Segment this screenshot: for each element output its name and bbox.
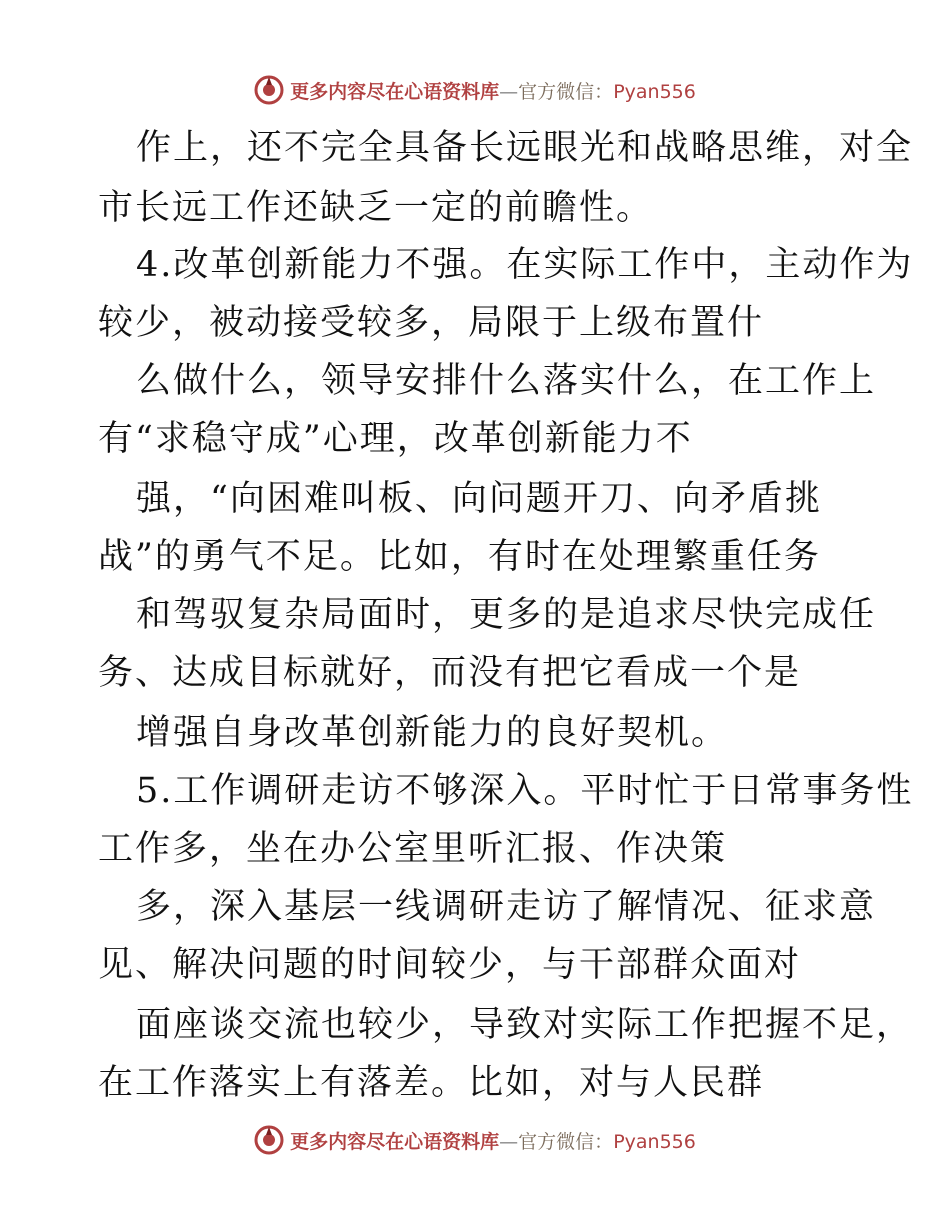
text-line: 作上，还不完全具备长远眼光和战略思维，对全	[136, 128, 914, 168]
text-line: 工作多，坐在办公室里听汇报、作决策	[98, 829, 728, 869]
watermark-separator: —	[499, 80, 519, 103]
text-line: 强，“向困难叫板、向问题开刀、向矛盾挑	[136, 479, 822, 519]
text-line: 战”的勇气不足。比如，有时在处理繁重任务	[98, 537, 821, 577]
text-line: 有“求稳守成”心理，改革创新能力不	[98, 419, 693, 459]
text-line: 多，深入基层一线调研走访了解情况、征求意	[136, 887, 877, 927]
text-line: 面座谈交流也较少，导致对实际工作把握不足，	[136, 1005, 914, 1045]
watermark-wechat-id: Pyan556	[613, 1130, 696, 1153]
watermark-main-text: 更多内容尽在心语资料库	[290, 1130, 500, 1153]
brand-logo-icon	[254, 1125, 284, 1155]
text-line: 务、达成目标就好，而没有把它看成一个是	[98, 653, 802, 693]
text-line: 增强自身改革创新能力的良好契机。	[136, 713, 729, 753]
watermark-banner-bottom	[0, 1120, 950, 1160]
text-line: 在工作落实上有落差。比如，对与人民群	[98, 1063, 765, 1103]
text-line: 见、解决问题的时间较少，与干部群众面对	[98, 945, 802, 985]
text-line: 较少，被动接受较多，局限于上级布置什	[98, 303, 765, 343]
watermark-wechat-label: 官方微信：	[518, 1130, 614, 1153]
text-line: 市长远工作还缺乏一定的前瞻性。	[98, 188, 654, 228]
text-line: 和驾驭复杂局面时，更多的是追求尽快完成任	[136, 595, 877, 635]
text-line: 4.改革创新能力不强。在实际工作中，主动作为	[136, 245, 914, 285]
text-line: 么做什么，领导安排什么落实什么，在工作上	[136, 361, 877, 401]
watermark-wechat-id: Pyan556	[613, 80, 696, 103]
text-line: 5.工作调研走访不够深入。平时忙于日常事务性	[136, 771, 914, 811]
watermark-main-text: 更多内容尽在心语资料库	[290, 80, 500, 103]
watermark-text	[290, 1127, 696, 1154]
watermark-wechat-label: 官方微信：	[518, 80, 614, 103]
watermark-separator: —	[499, 1130, 519, 1153]
